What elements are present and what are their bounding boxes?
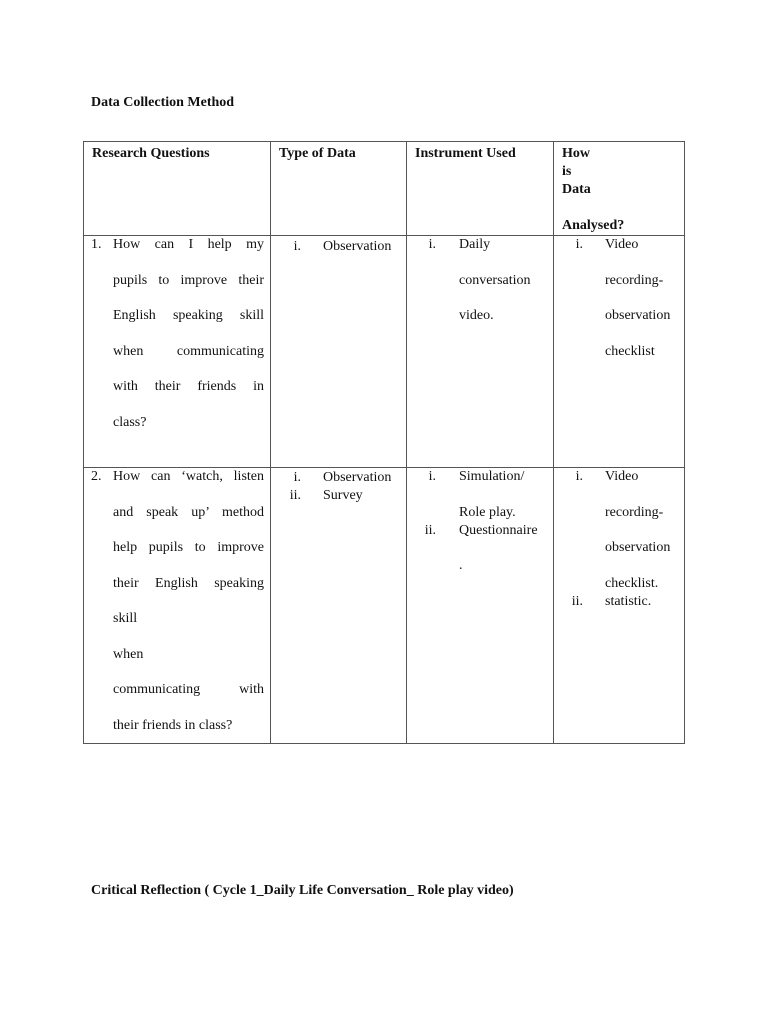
analysis-line: statistic.	[605, 593, 652, 609]
row1-analysis-cell	[554, 236, 685, 468]
instrument-line: Simulation/	[459, 469, 525, 484]
type-item	[271, 236, 406, 256]
analysis-line: Video	[605, 469, 639, 484]
header-type-of-data-label: Type of Data	[279, 146, 356, 161]
header-how-analysed-line2: Analysed?	[562, 218, 625, 233]
type-numeral: i.	[293, 470, 301, 485]
instrument-line: video.	[459, 308, 494, 323]
analysis-line: observation	[605, 308, 671, 323]
row2-question-line: skill when	[113, 611, 144, 662]
instrument-item	[407, 227, 553, 334]
type-text: Observation	[323, 239, 392, 254]
header-how-analysed	[554, 142, 685, 236]
row2-question-line: their friends in class?	[113, 717, 233, 733]
row1-number: 1.	[91, 237, 102, 252]
critical-reflection-heading: Critical Reflection ( Cycle 1_Daily Life Conversation_ Role play video)	[91, 883, 514, 898]
instrument-line: conversation	[459, 272, 531, 288]
row1-question-line: How can I help my	[113, 237, 264, 252]
table-header-row	[84, 142, 685, 236]
analysis-item	[554, 227, 684, 369]
row2-question-line: communicating with	[113, 682, 264, 697]
row1-question-line: when communicating	[113, 343, 264, 359]
instrument-numeral: i.	[428, 237, 436, 252]
instrument-line: Questionnaire	[459, 522, 538, 538]
row1-instrument-cell	[407, 236, 554, 468]
header-word-how: How	[562, 146, 590, 161]
instrument-item	[407, 459, 553, 522]
row2-type-cell	[271, 468, 407, 744]
row1-type-cell	[271, 236, 407, 468]
row2-question-line: and speak up’ method	[113, 504, 264, 520]
type-item	[271, 487, 406, 505]
type-item	[271, 468, 406, 487]
instrument-line: Role play.	[459, 504, 516, 520]
analysis-line: observation	[605, 540, 671, 555]
row2-number: 2.	[91, 469, 102, 484]
row1-question	[113, 227, 264, 440]
instrument-text	[436, 459, 553, 522]
analysis-text	[583, 459, 684, 593]
row2-analysis-cell	[554, 468, 685, 744]
analysis-text	[583, 227, 684, 369]
row2-question-line: How can ‘watch, listen	[113, 469, 264, 484]
header-instrument-used	[407, 142, 554, 236]
instrument-line: Daily	[459, 237, 491, 252]
instrument-item	[407, 522, 553, 575]
header-research-questions	[84, 142, 271, 236]
analysis-numeral: i.	[575, 469, 583, 484]
row2-question	[113, 459, 264, 743]
row2-question-line: their English speaking	[113, 575, 264, 591]
type-text: Observation	[323, 470, 392, 485]
header-word-is: is	[562, 164, 572, 179]
row1-question-line: with their friends in	[113, 379, 264, 394]
analysis-line: recording-	[605, 504, 664, 520]
section-title: Data Collection Method	[91, 95, 235, 110]
instrument-text	[436, 522, 553, 575]
row1-question-line: pupils to improve their	[113, 272, 264, 288]
analysis-item	[554, 593, 684, 611]
header-how-analysed-line1	[562, 145, 677, 199]
data-collection-table	[83, 141, 685, 744]
row1-question-cell	[84, 236, 271, 468]
analysis-line: checklist	[605, 343, 655, 359]
analysis-line: checklist.	[605, 575, 659, 591]
instrument-numeral: i.	[428, 469, 436, 484]
table-row	[84, 236, 685, 468]
type-text: Survey	[323, 488, 363, 503]
type-numeral: ii.	[289, 488, 301, 503]
header-word-data: Data	[562, 182, 591, 197]
row1-question-line: class?	[113, 414, 147, 430]
instrument-line: .	[459, 557, 463, 573]
row2-question-line: help pupils to improve	[113, 540, 264, 555]
instrument-numeral: ii.	[424, 522, 436, 538]
analysis-line: Video	[605, 237, 639, 252]
analysis-line: recording-	[605, 272, 664, 288]
instrument-text	[436, 227, 553, 334]
header-research-questions-label: Research Questions	[92, 146, 210, 161]
table-row	[84, 468, 685, 744]
row2-instrument-cell	[407, 468, 554, 744]
analysis-numeral: ii.	[571, 593, 583, 609]
type-numeral: i.	[293, 239, 301, 254]
header-type-of-data	[271, 142, 407, 236]
header-instrument-used-label: Instrument Used	[415, 146, 516, 161]
analysis-item	[554, 459, 684, 593]
row2-question-cell	[84, 468, 271, 744]
analysis-numeral: i.	[575, 237, 583, 252]
row1-question-line: English speaking skill	[113, 308, 264, 323]
